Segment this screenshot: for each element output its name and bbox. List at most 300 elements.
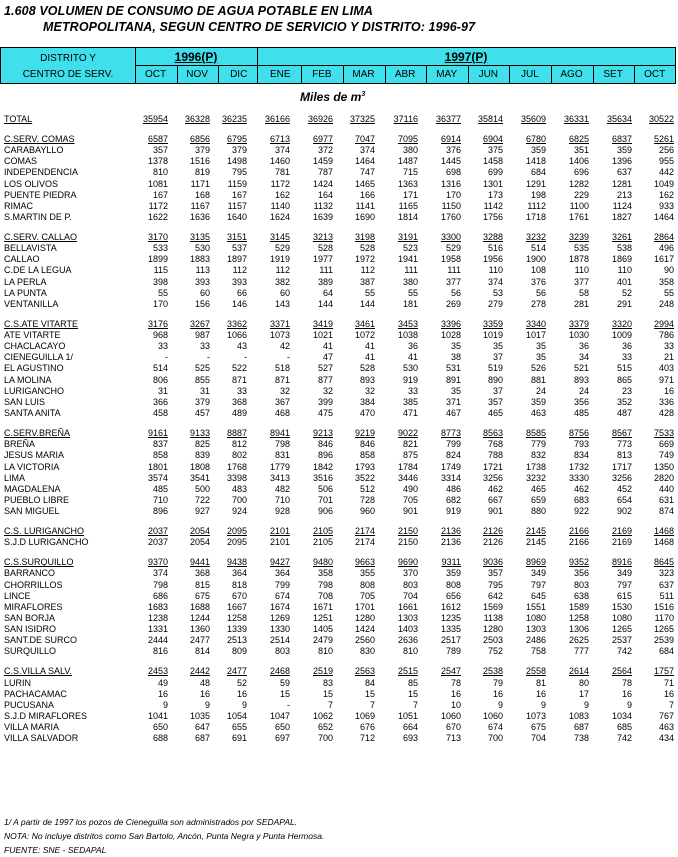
cell-value: 36926 bbox=[307, 114, 333, 124]
cell-value: 60 bbox=[279, 287, 290, 298]
cell-value: 1757 bbox=[653, 666, 674, 677]
cell-value: 779 bbox=[530, 439, 546, 450]
cell-value: 674 bbox=[487, 722, 503, 733]
cell-value: 36 bbox=[578, 341, 589, 352]
cell-value: 824 bbox=[445, 450, 461, 461]
cell-value: 37116 bbox=[393, 114, 418, 124]
cell-value: 2136 bbox=[440, 526, 461, 537]
cell-value: 1080 bbox=[525, 612, 546, 623]
cell-value: 1170 bbox=[654, 612, 674, 623]
cell-value: 664 bbox=[402, 722, 418, 733]
cell-value: 1784 bbox=[397, 461, 418, 472]
header-label-2: CENTRO DE SERV. bbox=[22, 69, 114, 80]
cell-value: 170 bbox=[152, 298, 168, 309]
cell-value: 59 bbox=[279, 677, 290, 688]
cell-value: 279 bbox=[487, 298, 503, 309]
cell-value: 855 bbox=[194, 374, 210, 385]
cell-value: 1142 bbox=[483, 200, 503, 211]
cell-value: 367 bbox=[274, 396, 290, 407]
cell-value: 56 bbox=[450, 287, 461, 298]
cell-value: 700 bbox=[317, 733, 333, 744]
district-row bbox=[0, 375, 678, 386]
cell-value: 42 bbox=[279, 341, 290, 352]
cell-value: 6780 bbox=[525, 134, 546, 145]
cell-value: 16 bbox=[157, 688, 168, 699]
cell-value: 700 bbox=[231, 494, 247, 505]
cell-value: 9022 bbox=[397, 428, 418, 439]
cell-value: 1683 bbox=[147, 601, 168, 612]
cell-value: 10 bbox=[450, 699, 461, 710]
cell-value: 393 bbox=[194, 276, 210, 287]
cell-value: 387 bbox=[359, 276, 375, 287]
cell-value: 1424 bbox=[312, 178, 333, 189]
cell-value: 1157 bbox=[227, 200, 247, 211]
row-label: C.DE LA LEGUA bbox=[4, 265, 72, 276]
cell-value: 652 bbox=[317, 722, 333, 733]
cell-value: 1459 bbox=[312, 156, 333, 167]
cell-value: 3288 bbox=[482, 232, 503, 243]
cell-value: 830 bbox=[359, 646, 375, 657]
cell-value: 1464 bbox=[653, 212, 674, 223]
cell-value: 35 bbox=[492, 341, 503, 352]
cell-value: 767 bbox=[658, 710, 674, 721]
cell-value: 521 bbox=[573, 363, 589, 374]
cell-value: 802 bbox=[231, 450, 247, 461]
cell-value: 1732 bbox=[568, 461, 589, 472]
cell-value: 7 bbox=[327, 699, 333, 710]
cell-value: 213 bbox=[616, 189, 632, 200]
cell-value: 683 bbox=[573, 494, 589, 505]
cell-value: 1718 bbox=[525, 212, 546, 223]
row-label: VILLA SALVADOR bbox=[4, 733, 79, 744]
cell-value: 389 bbox=[317, 276, 333, 287]
cell-value: 846 bbox=[317, 439, 333, 450]
cell-value: 3541 bbox=[189, 472, 210, 483]
cell-value: 1282 bbox=[568, 178, 589, 189]
cell-value: 537 bbox=[231, 243, 247, 254]
cell-value: 403 bbox=[658, 363, 674, 374]
cell-value: 798 bbox=[317, 579, 333, 590]
cell-value: 742 bbox=[616, 646, 632, 657]
cell-value: 809 bbox=[231, 646, 247, 657]
cell-value: 111 bbox=[447, 265, 461, 276]
district-row bbox=[0, 602, 678, 613]
cell-value: 380 bbox=[402, 145, 418, 156]
cell-value: 2095 bbox=[226, 537, 247, 548]
row-label: CHACLACAYO bbox=[4, 341, 66, 352]
cell-value: 787 bbox=[317, 167, 333, 178]
cell-value: 16 bbox=[535, 688, 546, 699]
cell-value: 1051 bbox=[397, 710, 418, 721]
cell-value: 35609 bbox=[520, 114, 546, 124]
cell-value: 645 bbox=[530, 590, 546, 601]
header-month: ENE bbox=[270, 69, 291, 80]
row-label: SURQUILLO bbox=[4, 646, 57, 657]
cell-value: 528 bbox=[359, 363, 375, 374]
district-row bbox=[0, 145, 678, 156]
cell-value: 366 bbox=[152, 396, 168, 407]
cell-value: 2468 bbox=[269, 666, 290, 677]
cell-value: 1793 bbox=[354, 461, 375, 472]
cell-value: 533 bbox=[152, 243, 168, 254]
cell-value: 1062 bbox=[312, 710, 333, 721]
cell-value: 2477 bbox=[189, 635, 210, 646]
district-row bbox=[0, 288, 678, 299]
group-row bbox=[0, 557, 678, 568]
cell-value: 41 bbox=[322, 341, 333, 352]
cell-value: 85 bbox=[407, 677, 418, 688]
cell-value: 33 bbox=[157, 341, 168, 352]
district-row bbox=[0, 700, 678, 711]
cell-value: 2453 bbox=[147, 666, 168, 677]
cell-value: 31 bbox=[157, 385, 168, 396]
cell-value: 1038 bbox=[397, 330, 418, 341]
cell-value: 374 bbox=[274, 145, 290, 156]
cell-value: 1717 bbox=[611, 461, 632, 472]
cell-value: 2169 bbox=[611, 526, 632, 537]
cell-value: 1768 bbox=[226, 461, 247, 472]
cell-value: 676 bbox=[359, 722, 375, 733]
cell-value: 355 bbox=[359, 568, 375, 579]
cell-value: 2174 bbox=[354, 526, 375, 537]
cell-value: 49 bbox=[157, 677, 168, 688]
cell-value: 728 bbox=[359, 494, 375, 505]
cell-value: 399 bbox=[317, 396, 333, 407]
cell-value: 1445 bbox=[440, 156, 461, 167]
cell-value: 808 bbox=[359, 579, 375, 590]
group-row bbox=[0, 666, 678, 677]
cell-value: 55 bbox=[663, 287, 674, 298]
cell-value: 684 bbox=[530, 167, 546, 178]
cell-value: 1073 bbox=[525, 710, 546, 721]
row-label: C.S.VILLA SALV. bbox=[4, 666, 73, 677]
cell-value: 3239 bbox=[568, 232, 589, 243]
cell-value: 379 bbox=[231, 145, 247, 156]
cell-value: 2519 bbox=[312, 666, 333, 677]
cell-value: 370 bbox=[402, 568, 418, 579]
district-row bbox=[0, 299, 678, 310]
cell-value: 1498 bbox=[226, 156, 247, 167]
cell-value: 1814 bbox=[397, 212, 418, 223]
header-month: AGO bbox=[560, 69, 583, 80]
cell-value: 8645 bbox=[653, 557, 674, 568]
district-row bbox=[0, 484, 678, 495]
cell-value: 9036 bbox=[482, 557, 503, 568]
cell-value: 797 bbox=[530, 579, 546, 590]
cell-value: 81 bbox=[535, 677, 546, 688]
cell-value: 110 bbox=[488, 265, 503, 276]
cell-value: 35 bbox=[535, 341, 546, 352]
cell-value: 808 bbox=[445, 579, 461, 590]
cell-value: 1869 bbox=[611, 254, 632, 265]
row-label: LURIN bbox=[4, 677, 32, 688]
cell-value: 2560 bbox=[354, 635, 375, 646]
cell-value: 66 bbox=[236, 287, 247, 298]
row-label: BARRANCO bbox=[4, 568, 56, 579]
cell-value: 1072 bbox=[354, 330, 375, 341]
cell-value: 674 bbox=[274, 590, 290, 601]
cell-value: 376 bbox=[445, 145, 461, 156]
row-label: S.J.D MIRAFLORES bbox=[4, 710, 88, 721]
cell-value: 16 bbox=[663, 688, 674, 699]
cell-value: 167 bbox=[231, 189, 247, 200]
cell-value: 291 bbox=[616, 298, 632, 309]
cell-value: 3145 bbox=[269, 232, 290, 243]
cell-value: 1080 bbox=[611, 612, 632, 623]
cell-value: 1671 bbox=[312, 601, 333, 612]
cell-value: 955 bbox=[658, 156, 674, 167]
cell-value: 518 bbox=[274, 363, 290, 374]
cell-value: 1458 bbox=[482, 156, 503, 167]
cell-value: 3419 bbox=[312, 318, 333, 329]
cell-value: 164 bbox=[317, 189, 333, 200]
cell-value: 368 bbox=[194, 568, 210, 579]
cell-value: 1112 bbox=[527, 200, 546, 211]
cell-value: 1303 bbox=[525, 624, 546, 635]
cell-value: 693 bbox=[402, 733, 418, 744]
cell-value: 3371 bbox=[269, 318, 290, 329]
cell-value: 656 bbox=[445, 590, 461, 601]
cell-value: 650 bbox=[274, 722, 290, 733]
cell-value: 37325 bbox=[349, 114, 375, 124]
district-row bbox=[0, 462, 678, 473]
cell-value: 3198 bbox=[354, 232, 375, 243]
cell-value: 458 bbox=[152, 408, 168, 419]
cell-value: 1303 bbox=[397, 612, 418, 623]
cell-value: 36331 bbox=[563, 114, 589, 124]
row-label: VILLA MARIA bbox=[4, 722, 60, 733]
district-row bbox=[0, 386, 678, 397]
cell-value: 55 bbox=[157, 287, 168, 298]
district-row bbox=[0, 341, 678, 352]
cell-value: 1363 bbox=[397, 178, 418, 189]
table-title-line-1: 1.608 VOLUMEN DE CONSUMO DE AGUA POTABLE EN LIMA bbox=[4, 4, 373, 18]
row-label: C.S. LURIGANCHO bbox=[4, 526, 85, 537]
cell-value: 1280 bbox=[482, 624, 503, 635]
data-table bbox=[0, 114, 678, 744]
cell-value: 2145 bbox=[525, 526, 546, 537]
cell-value: 667 bbox=[487, 494, 503, 505]
cell-value: 810 bbox=[317, 646, 333, 657]
cell-value: 2037 bbox=[147, 537, 168, 548]
header-month: MAY bbox=[436, 69, 458, 80]
cell-value: 9480 bbox=[312, 557, 333, 568]
cell-value: 16 bbox=[492, 688, 503, 699]
cell-value: 281 bbox=[573, 298, 589, 309]
cell-value: 522 bbox=[231, 363, 247, 374]
cell-value: 1172 bbox=[270, 178, 290, 189]
cell-value: 1972 bbox=[354, 254, 375, 265]
cell-value: 9 bbox=[540, 699, 546, 710]
cell-value: 698 bbox=[445, 167, 461, 178]
cell-value: 21 bbox=[663, 352, 674, 363]
cell-value: 758 bbox=[530, 646, 546, 657]
cell-value: 364 bbox=[231, 568, 247, 579]
cell-value: 1406 bbox=[568, 156, 589, 167]
cell-value: 79 bbox=[492, 677, 503, 688]
cell-value: 1516 bbox=[189, 156, 210, 167]
header-label-1: DISTRITO Y bbox=[40, 53, 96, 64]
cell-value: 3362 bbox=[226, 318, 247, 329]
cell-value: 33 bbox=[663, 341, 674, 352]
cell-value: 514 bbox=[530, 243, 546, 254]
cell-value: 41 bbox=[364, 352, 375, 363]
cell-value: 1100 bbox=[569, 200, 589, 211]
cell-value: 468 bbox=[274, 408, 290, 419]
cell-value: 2101 bbox=[269, 537, 290, 548]
cell-value: 8916 bbox=[611, 557, 632, 568]
cell-value: 115 bbox=[153, 265, 168, 276]
cell-value: 1172 bbox=[148, 200, 168, 211]
cell-value: - bbox=[244, 352, 247, 363]
district-row bbox=[0, 450, 678, 461]
cell-value: 1017 bbox=[525, 330, 546, 341]
cell-value: 712 bbox=[359, 733, 375, 744]
table-notes bbox=[4, 815, 324, 857]
cell-value: 960 bbox=[359, 506, 375, 517]
cell-value: 173 bbox=[487, 189, 503, 200]
row-label: CIENEGUILLA 1/ bbox=[4, 352, 74, 363]
cell-value: 462 bbox=[573, 483, 589, 494]
cell-value: 36166 bbox=[264, 114, 290, 124]
cell-value: 2614 bbox=[568, 666, 589, 677]
cell-value: 56 bbox=[535, 287, 546, 298]
cell-value: 442 bbox=[658, 167, 674, 178]
cell-value: 1639 bbox=[312, 212, 333, 223]
cell-value: 384 bbox=[359, 396, 375, 407]
cell-value: 496 bbox=[658, 243, 674, 254]
cell-value: 3176 bbox=[147, 318, 168, 329]
cell-value: 47 bbox=[322, 352, 333, 363]
cell-value: 642 bbox=[487, 590, 503, 601]
cell-value: 799 bbox=[445, 439, 461, 450]
cell-value: 795 bbox=[231, 167, 247, 178]
cell-value: 9352 bbox=[568, 557, 589, 568]
cell-value: 3213 bbox=[312, 232, 333, 243]
cell-value: 2037 bbox=[147, 526, 168, 537]
cell-value: 30522 bbox=[648, 114, 674, 124]
cell-value: 877 bbox=[317, 374, 333, 385]
cell-value: 752 bbox=[487, 646, 503, 657]
cell-value: 349 bbox=[530, 568, 546, 579]
cell-value: - bbox=[165, 352, 168, 363]
cell-value: 1138 bbox=[483, 612, 503, 623]
cell-value: 35954 bbox=[142, 114, 168, 124]
cell-value: 269 bbox=[445, 298, 461, 309]
cell-value: 359 bbox=[445, 568, 461, 579]
cell-value: 32 bbox=[322, 385, 333, 396]
cell-value: 832 bbox=[530, 450, 546, 461]
cell-value: 1690 bbox=[354, 212, 375, 223]
cell-value: 834 bbox=[573, 450, 589, 461]
cell-value: 2101 bbox=[269, 526, 290, 537]
district-row bbox=[0, 613, 678, 624]
cell-value: 1035 bbox=[189, 710, 210, 721]
cell-value: 512 bbox=[359, 483, 375, 494]
cell-value: 80 bbox=[578, 677, 589, 688]
cell-value: 881 bbox=[530, 374, 546, 385]
cell-value: 3170 bbox=[147, 232, 168, 243]
cell-value: 64 bbox=[322, 287, 333, 298]
cell-value: 462 bbox=[487, 483, 503, 494]
cell-value: 2169 bbox=[611, 537, 632, 548]
cell-value: 704 bbox=[402, 590, 418, 601]
cell-value: 9219 bbox=[354, 428, 375, 439]
cell-value: 919 bbox=[402, 374, 418, 385]
district-row bbox=[0, 495, 678, 506]
cell-value: 1335 bbox=[440, 624, 461, 635]
cell-value: 675 bbox=[194, 590, 210, 601]
cell-value: 2479 bbox=[312, 635, 333, 646]
cell-value: 2563 bbox=[354, 666, 375, 677]
row-label: LA PERLA bbox=[4, 276, 47, 287]
cell-value: 32 bbox=[279, 385, 290, 396]
cell-value: 78 bbox=[621, 677, 632, 688]
cell-value: 1738 bbox=[525, 461, 546, 472]
cell-value: 9311 bbox=[441, 557, 461, 568]
cell-value: 32 bbox=[364, 385, 375, 396]
cell-value: 793 bbox=[573, 439, 589, 450]
cell-value: 3461 bbox=[354, 318, 375, 329]
cell-value: 1801 bbox=[147, 461, 168, 472]
cell-value: 697 bbox=[274, 733, 290, 744]
cell-value: 1171 bbox=[190, 178, 210, 189]
row-label: LOS OLIVOS bbox=[4, 178, 59, 189]
cell-value: 35814 bbox=[477, 114, 503, 124]
cell-value: 486 bbox=[445, 483, 461, 494]
cell-value: 1269 bbox=[269, 612, 290, 623]
cell-value: 1167 bbox=[190, 200, 210, 211]
row-label: BREÑA bbox=[4, 439, 36, 450]
cell-value: 705 bbox=[402, 494, 418, 505]
cell-value: 803 bbox=[402, 579, 418, 590]
row-label: CHORRILLOS bbox=[4, 579, 63, 590]
group-row bbox=[0, 134, 678, 145]
cell-value: 351 bbox=[573, 145, 589, 156]
district-row bbox=[0, 506, 678, 517]
cell-value: 1468 bbox=[653, 526, 674, 537]
cell-value: 1899 bbox=[147, 254, 168, 265]
cell-value: 156 bbox=[194, 298, 210, 309]
cell-value: 1941 bbox=[397, 254, 418, 265]
cell-value: 2166 bbox=[568, 526, 589, 537]
cell-value: 901 bbox=[487, 506, 503, 517]
cell-value: 1030 bbox=[568, 330, 589, 341]
row-label: RIMAC bbox=[4, 200, 33, 211]
cell-value: 1339 bbox=[226, 624, 247, 635]
cell-value: 168 bbox=[194, 189, 210, 200]
cell-value: 90 bbox=[663, 265, 674, 276]
cell-value: 637 bbox=[658, 579, 674, 590]
cell-value: 2126 bbox=[482, 537, 503, 548]
cell-value: 1468 bbox=[653, 537, 674, 548]
cell-value: 615 bbox=[616, 590, 632, 601]
cell-value: 514 bbox=[152, 363, 168, 374]
cell-value: 8887 bbox=[226, 428, 247, 439]
cell-value: 810 bbox=[152, 167, 168, 178]
cell-value: 9427 bbox=[269, 557, 290, 568]
district-row bbox=[0, 201, 678, 212]
cell-value: 375 bbox=[487, 145, 503, 156]
cell-value: 6587 bbox=[147, 134, 168, 145]
cell-value: 41 bbox=[407, 352, 418, 363]
cell-value: 371 bbox=[445, 396, 461, 407]
cell-value: 489 bbox=[231, 408, 247, 419]
cell-value: 35634 bbox=[606, 114, 632, 124]
cell-value: 9213 bbox=[312, 428, 333, 439]
cell-value: 465 bbox=[487, 408, 503, 419]
cell-value: 6713 bbox=[269, 134, 290, 145]
